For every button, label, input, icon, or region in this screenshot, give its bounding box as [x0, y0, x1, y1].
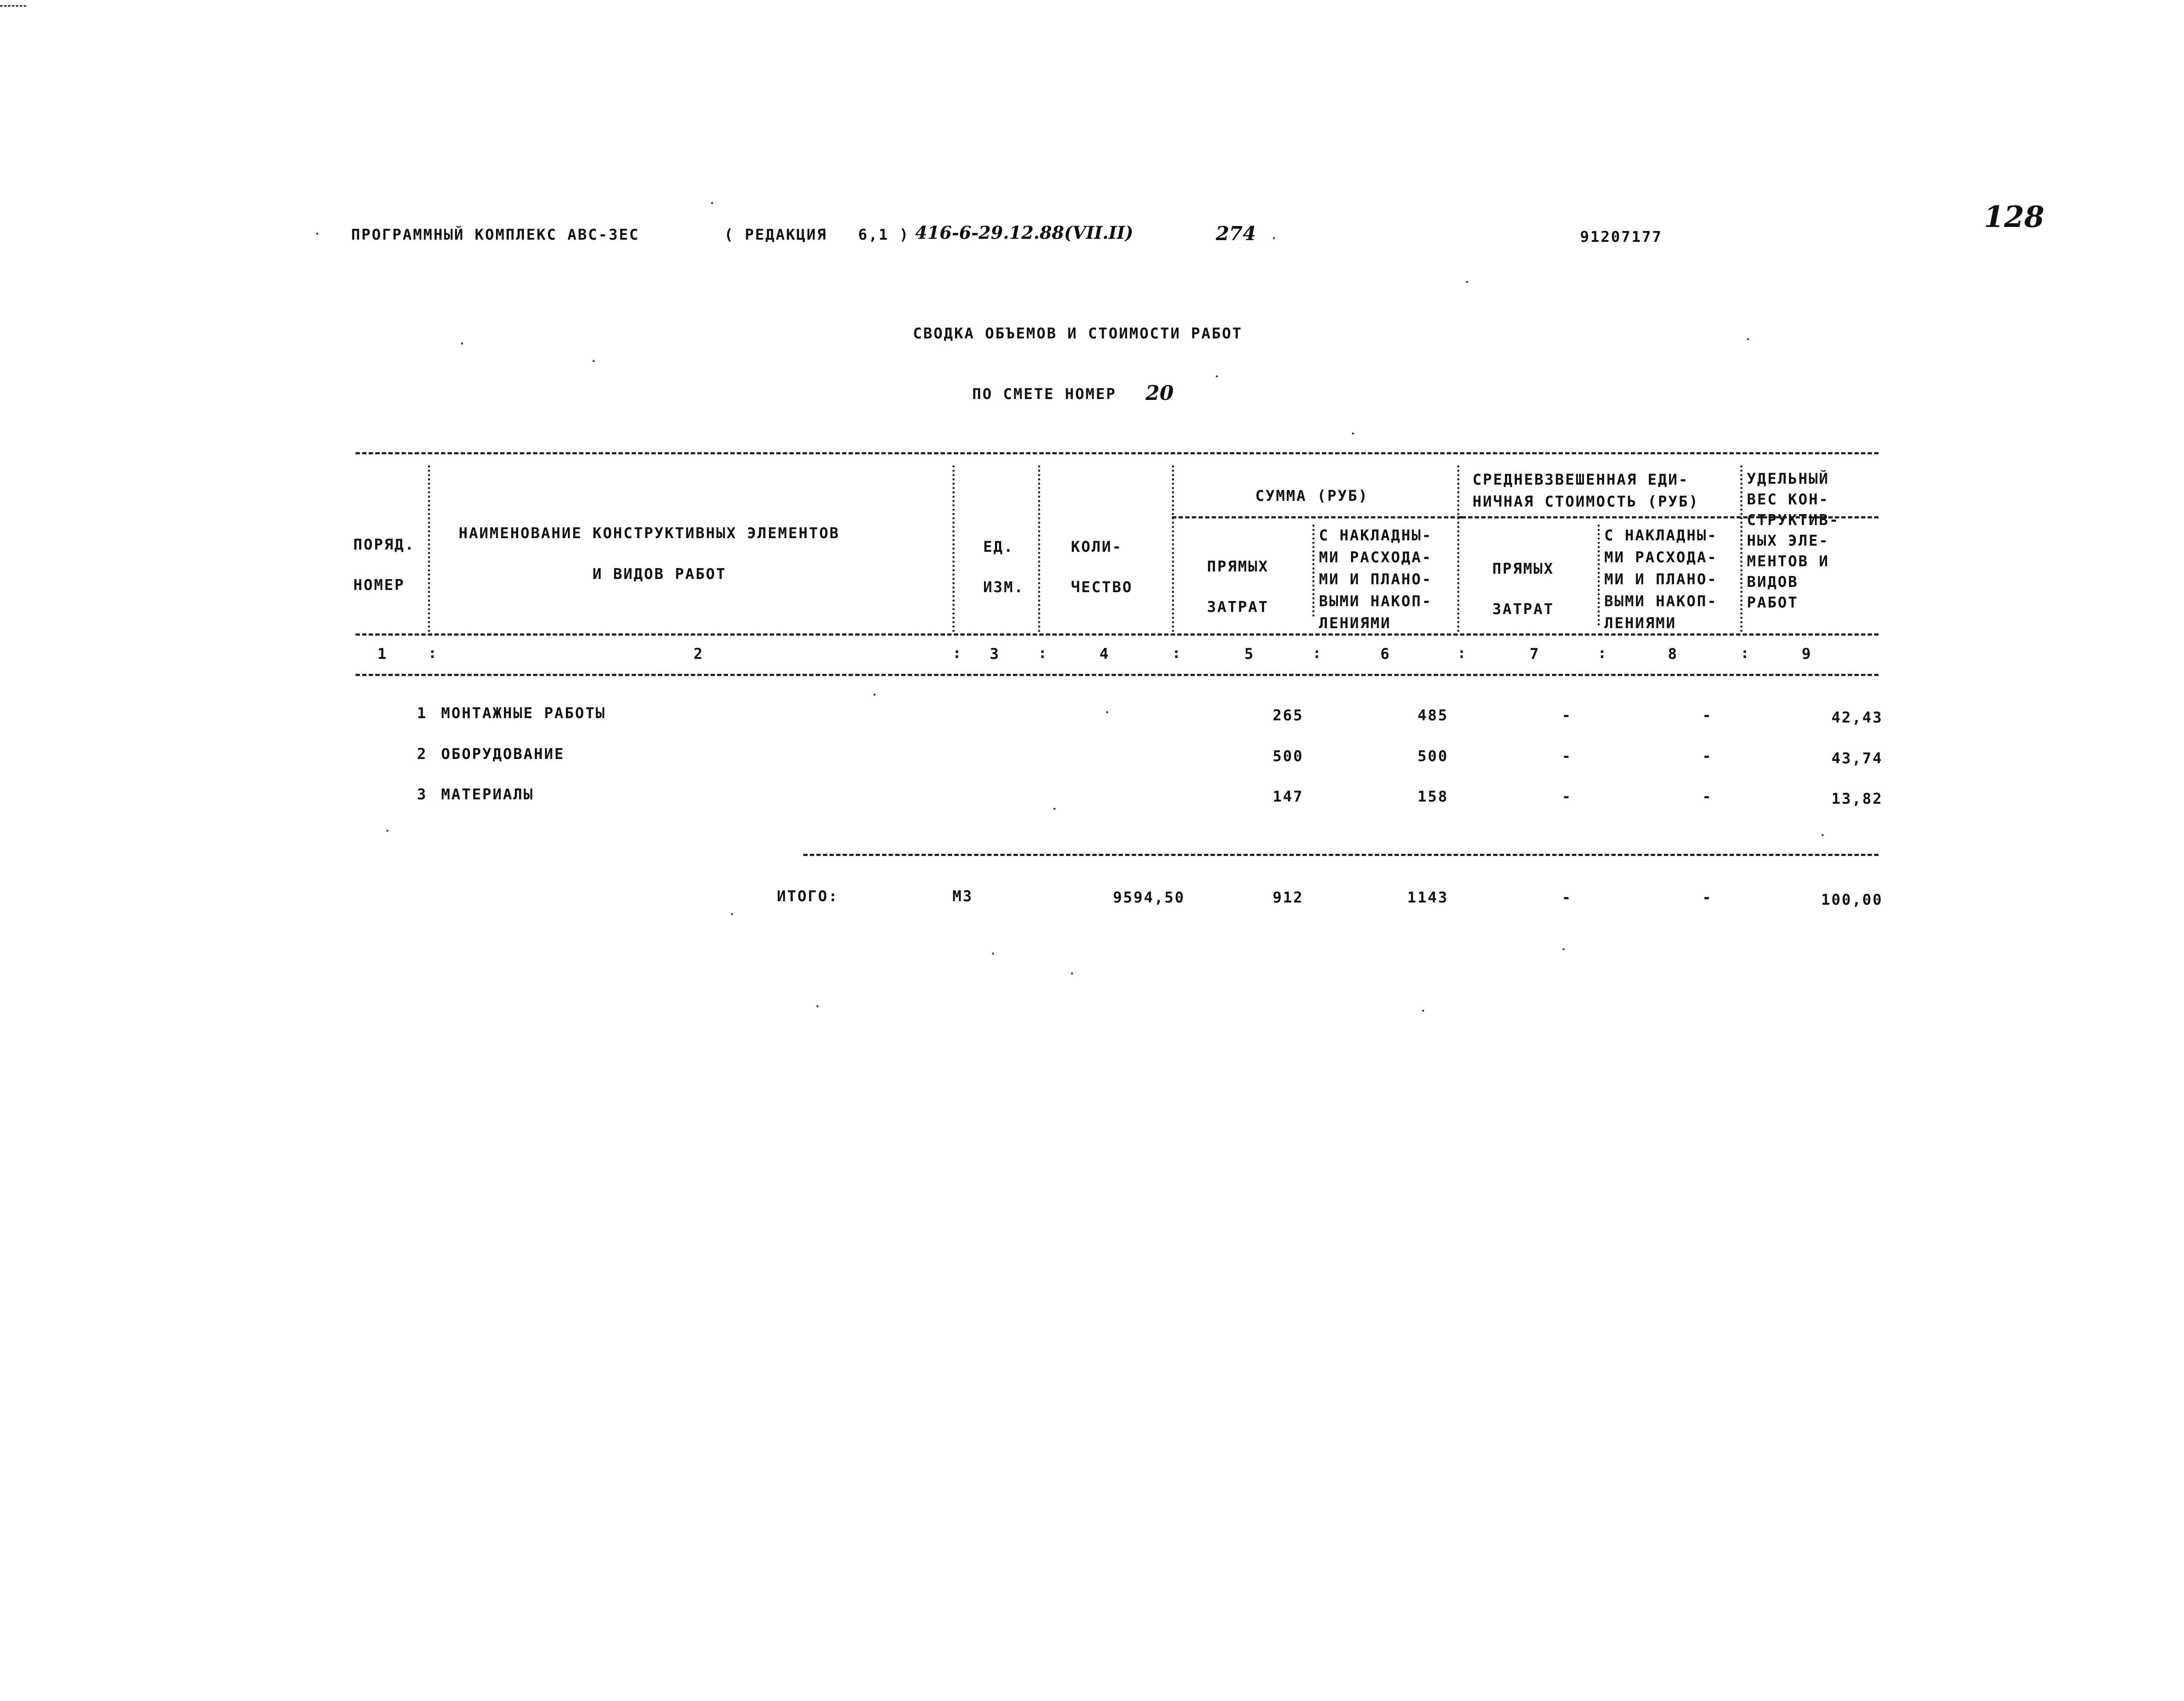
row1-avg-overhead: - — [1702, 707, 1713, 724]
table-top-rule — [356, 452, 1879, 454]
col-sep-2 — [952, 465, 955, 632]
col-sep-4 — [1172, 465, 1174, 632]
col-number-4: 4 — [1099, 645, 1110, 663]
corner-mark — [0, 5, 26, 7]
numbering-sep: : — [1457, 644, 1466, 662]
numbering-sep: : — [952, 644, 962, 662]
col-number-3: 3 — [990, 645, 1000, 663]
scan-speck — [873, 694, 876, 696]
scan-speck — [461, 342, 463, 345]
total-rule — [803, 854, 1879, 856]
col-sep-5 — [1312, 525, 1315, 617]
col-number-1: 1 — [377, 645, 388, 663]
col-sep-7 — [1598, 525, 1600, 626]
row3-number: 3 — [417, 786, 427, 803]
scan-speck — [1422, 1010, 1424, 1012]
scan-speck — [1821, 834, 1824, 836]
program-name: ПРОГРАММНЫЙ КОМПЛЕКС АВС-3ЕС — [351, 226, 640, 244]
col-number-2: 2 — [693, 645, 704, 663]
scan-speck — [1466, 281, 1468, 283]
scan-speck — [1106, 711, 1108, 713]
col7-header: ПРЯМЫХ ЗАТРАТ — [1492, 560, 1554, 618]
total-quantity: 9594,50 — [1113, 889, 1185, 906]
row2-overhead: 500 — [1417, 748, 1448, 765]
numbering-sep: : — [1038, 644, 1047, 662]
row2-name: ОБОРУДОВАНИЕ — [441, 745, 565, 763]
total-avg-overhead: - — [1702, 889, 1713, 906]
page-number: 274 — [1216, 223, 1256, 245]
col-number-7: 7 — [1530, 645, 1540, 663]
sum-group-header: СУММА (РУБ) — [1255, 487, 1369, 505]
scan-speck — [1053, 808, 1056, 810]
row1-direct: 265 — [1272, 707, 1304, 724]
row3-avg-overhead: - — [1702, 788, 1713, 806]
scan-speck — [593, 360, 595, 362]
scan-speck — [1747, 338, 1749, 340]
row2-share: 43,74 — [1831, 750, 1883, 767]
row2-avg-direct: - — [1562, 748, 1572, 765]
total-label: ИТОГО: — [777, 888, 839, 905]
numbering-sep: : — [1740, 644, 1749, 662]
numbering-sep: : — [1172, 644, 1181, 662]
total-avg-direct: - — [1562, 889, 1572, 906]
row2-number: 2 — [417, 745, 427, 763]
row3-name: МАТЕРИАЛЫ — [441, 786, 534, 803]
row1-share: 42,43 — [1831, 709, 1883, 726]
total-direct: 912 — [1272, 889, 1304, 906]
col5-header: ПРЯМЫХ ЗАТРАТ — [1207, 558, 1269, 616]
document-code: 91207177 — [1580, 228, 1663, 246]
row3-direct: 147 — [1272, 788, 1304, 806]
numbering-sep: : — [428, 644, 437, 662]
col8-header: С НАКЛАДНЫ- МИ РАСХОДА- МИ И ПЛАНО- ВЫМИ НАКОП- ЛЕНИЯМИ — [1604, 527, 1718, 632]
row3-share: 13,82 — [1831, 790, 1883, 808]
row3-overhead: 158 — [1417, 788, 1448, 806]
report-title: СВОДКА ОБЪЕМОВ И СТОИМОСТИ РАБОТ — [913, 325, 1243, 342]
handwritten-page-number: 128 — [1984, 200, 2044, 234]
col-number-6: 6 — [1380, 645, 1391, 663]
col-number-9: 9 — [1802, 645, 1812, 663]
row3-avg-direct: - — [1562, 788, 1572, 806]
total-unit: М3 — [952, 888, 973, 905]
col-number-5: 5 — [1244, 645, 1255, 663]
scan-speck — [1273, 237, 1275, 239]
col9-header: УДЕЛЬНЫЙ ВЕС КОН- СТРУКТИВ- НЫХ ЭЛЕ- МЕНТОВ И ВИДОВ РАБОТ — [1747, 470, 1840, 611]
scan-speck — [731, 913, 733, 915]
row1-name: МОНТАЖНЫЕ РАБОТЫ — [441, 705, 606, 722]
numbering-sep: : — [1598, 644, 1607, 662]
row1-number: 1 — [417, 705, 427, 722]
scan-speck — [386, 830, 388, 832]
edition: ( РЕДАКЦИЯ 6,1 ) — [724, 226, 910, 244]
scan-speck — [1216, 375, 1218, 378]
scan-speck — [711, 202, 713, 204]
col2-header-line2: И ВИДОВ РАБОТ — [593, 565, 727, 583]
scan-speck — [1563, 948, 1565, 950]
total-overhead: 1143 — [1407, 889, 1448, 906]
col-sep-8 — [1740, 465, 1742, 632]
scan-speck — [316, 233, 318, 235]
column-number-rule — [356, 674, 1879, 676]
row1-avg-direct: - — [1562, 707, 1572, 724]
col-sep-3 — [1038, 465, 1040, 632]
col1-header: ПОРЯД. НОМЕР — [353, 536, 415, 594]
row2-direct: 500 — [1272, 748, 1304, 765]
col4-header: КОЛИ- ЧЕСТВО — [1071, 538, 1133, 596]
estimate-number: 20 — [1146, 381, 1174, 405]
col6-header: С НАКЛАДНЫ- МИ РАСХОДА- МИ И ПЛАНО- ВЫМИ НАКОП- ЛЕНИЯМИ — [1319, 527, 1433, 632]
edition-handwritten: 416-6-29.12.88(VII.II) — [915, 223, 1134, 243]
col-number-8: 8 — [1668, 645, 1678, 663]
col-sep-1 — [428, 465, 430, 632]
col-sep-6 — [1457, 465, 1459, 632]
sum-subrule — [1172, 516, 1462, 518]
report-subtitle: ПО СМЕТЕ НОМЕР — [972, 385, 1117, 403]
row1-overhead: 485 — [1417, 707, 1448, 724]
scan-speck — [816, 1005, 819, 1007]
scan-speck — [1352, 432, 1354, 435]
numbering-sep: : — [1312, 644, 1322, 662]
col3-header: ЕД. ИЗМ. — [983, 538, 1024, 596]
scan-speck — [992, 953, 994, 955]
col2-header-line1: НАИМЕНОВАНИЕ КОНСТРУКТИВНЫХ ЭЛЕМЕНТОВ — [459, 525, 840, 542]
row2-avg-overhead: - — [1702, 748, 1713, 765]
total-share: 100,00 — [1821, 891, 1883, 909]
scan-speck — [1071, 972, 1073, 975]
avg-group-header: СРЕДНЕВЗВЕШЕННАЯ ЕДИ- НИЧНАЯ СТОИМОСТЬ (РУБ) — [1473, 471, 1699, 511]
